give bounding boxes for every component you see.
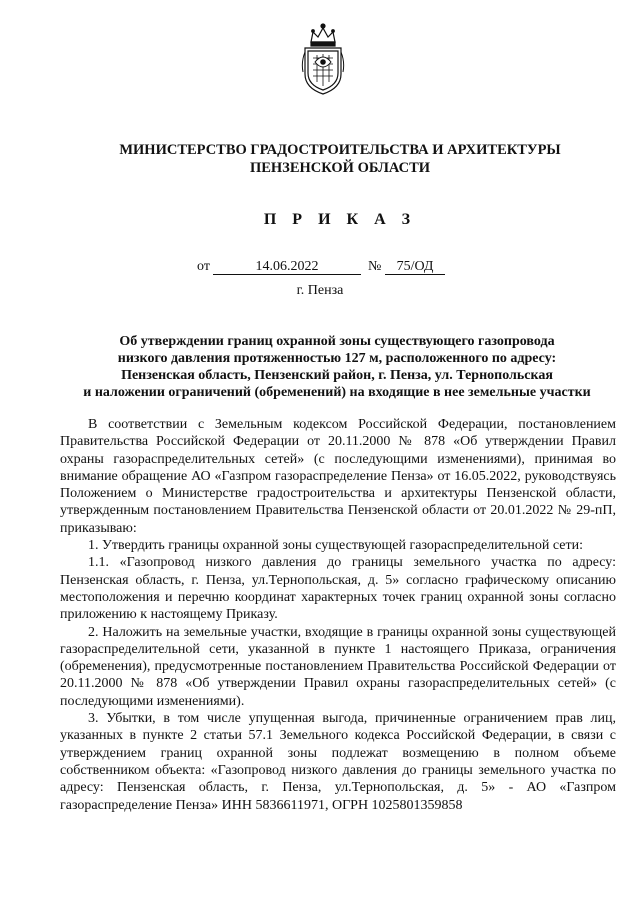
order-title-line: Пензенская область, Пензенский район, г. Пенза, ул. Тернопольская — [121, 368, 553, 383]
date-prefix: от — [197, 259, 210, 274]
order-title-line: Об утверждении границ охранной зоны существующего газопровода — [119, 334, 555, 349]
body-paragraph-item-1: 1. Утвердить границы охранной зоны существующей газораспределительной сети: — [88, 538, 583, 554]
order-number: 75/ОД — [385, 259, 445, 275]
body-paragraph-item-2: 2. Наложить на земельные участки, входящие в границы охранной зоны существующей газораспределительной сети, указанной в пункте 1 настоящего Приказа, ограничения (обременения), предусмотренные постановлением Правительства Российской Федерации от 20.11.2000 № 878 «Об утверждении Правил охраны газораспределительных сетей» (с последующими изменениями). — [60, 624, 616, 709]
order-title — [60, 333, 614, 401]
city-label: г. Пенза — [296, 283, 344, 298]
body-paragraph-preamble: В соответствии с Земельным кодексом Российской Федерации, постановлением Правительства Российской Федерации от 20.11.2000 № 878 «Об утверждении Правил охраны газораспределительных сетей» (с последующими изменениями), принимая во внимание обращение АО «Газпром газораспределение Пенза» от 16.05.2022, руководствуясь Положением о Министерстве градостроительства и архитектуры Пензенской области, утвержденным постановлением Правительства Пензенской области от 20.01.2022 № 29-пП, приказываю: — [60, 417, 616, 536]
order-date: 14.06.2022 — [213, 259, 361, 275]
body-paragraph-item-3: 3. Убытки, в том числе упущенная выгода, причиненные ограничением прав лиц, указанных в пункте 2 статьи 57.1 Земельного кодекса Российской Федерации, в связи с утверждением границ охранной зоны подлежат возмещению в полном объеме собственником объекта: «Газопровод низкого давления до границы земельного участка по адресу: Пензенская область, г. Пенза, ул.Тернопольская, д. 5» - АО «Газпром газораспределение Пенза» ИНН 5836611971, ОГРН 1025801359858 — [60, 711, 616, 813]
date-number-line — [0, 259, 640, 277]
body-paragraph-item-1-1: 1.1. «Газопровод низкого давления до границы земельного участка по адресу: Пензенская область, г. Пенза, ул.Тернопольская, д. 5» согласно графическому описанию местоположения и перечню координат характерных точек границ охранной зоны согласно приложению к настоящему Приказу. — [60, 555, 616, 623]
ministry-name-line2: ПЕНЗЕНСКОЙ ОБЛАСТИ — [249, 160, 431, 176]
order-title-line: низкого давления протяженностью 127 м, расположенного по адресу: — [117, 351, 557, 366]
order-body — [60, 416, 616, 814]
ministry-name-line1: МИНИСТЕРСТВО ГРАДОСТРОИТЕЛЬСТВА И АРХИТЕКТУРЫ — [119, 142, 561, 158]
coat-of-arms-emblem — [301, 22, 345, 96]
number-prefix: № — [368, 259, 382, 274]
ministry-name — [0, 141, 640, 177]
order-title-line: и наложении ограничений (обременений) на входящие в нее земельные участки — [83, 385, 591, 400]
document-type-heading: П Р И К А З — [263, 211, 417, 228]
